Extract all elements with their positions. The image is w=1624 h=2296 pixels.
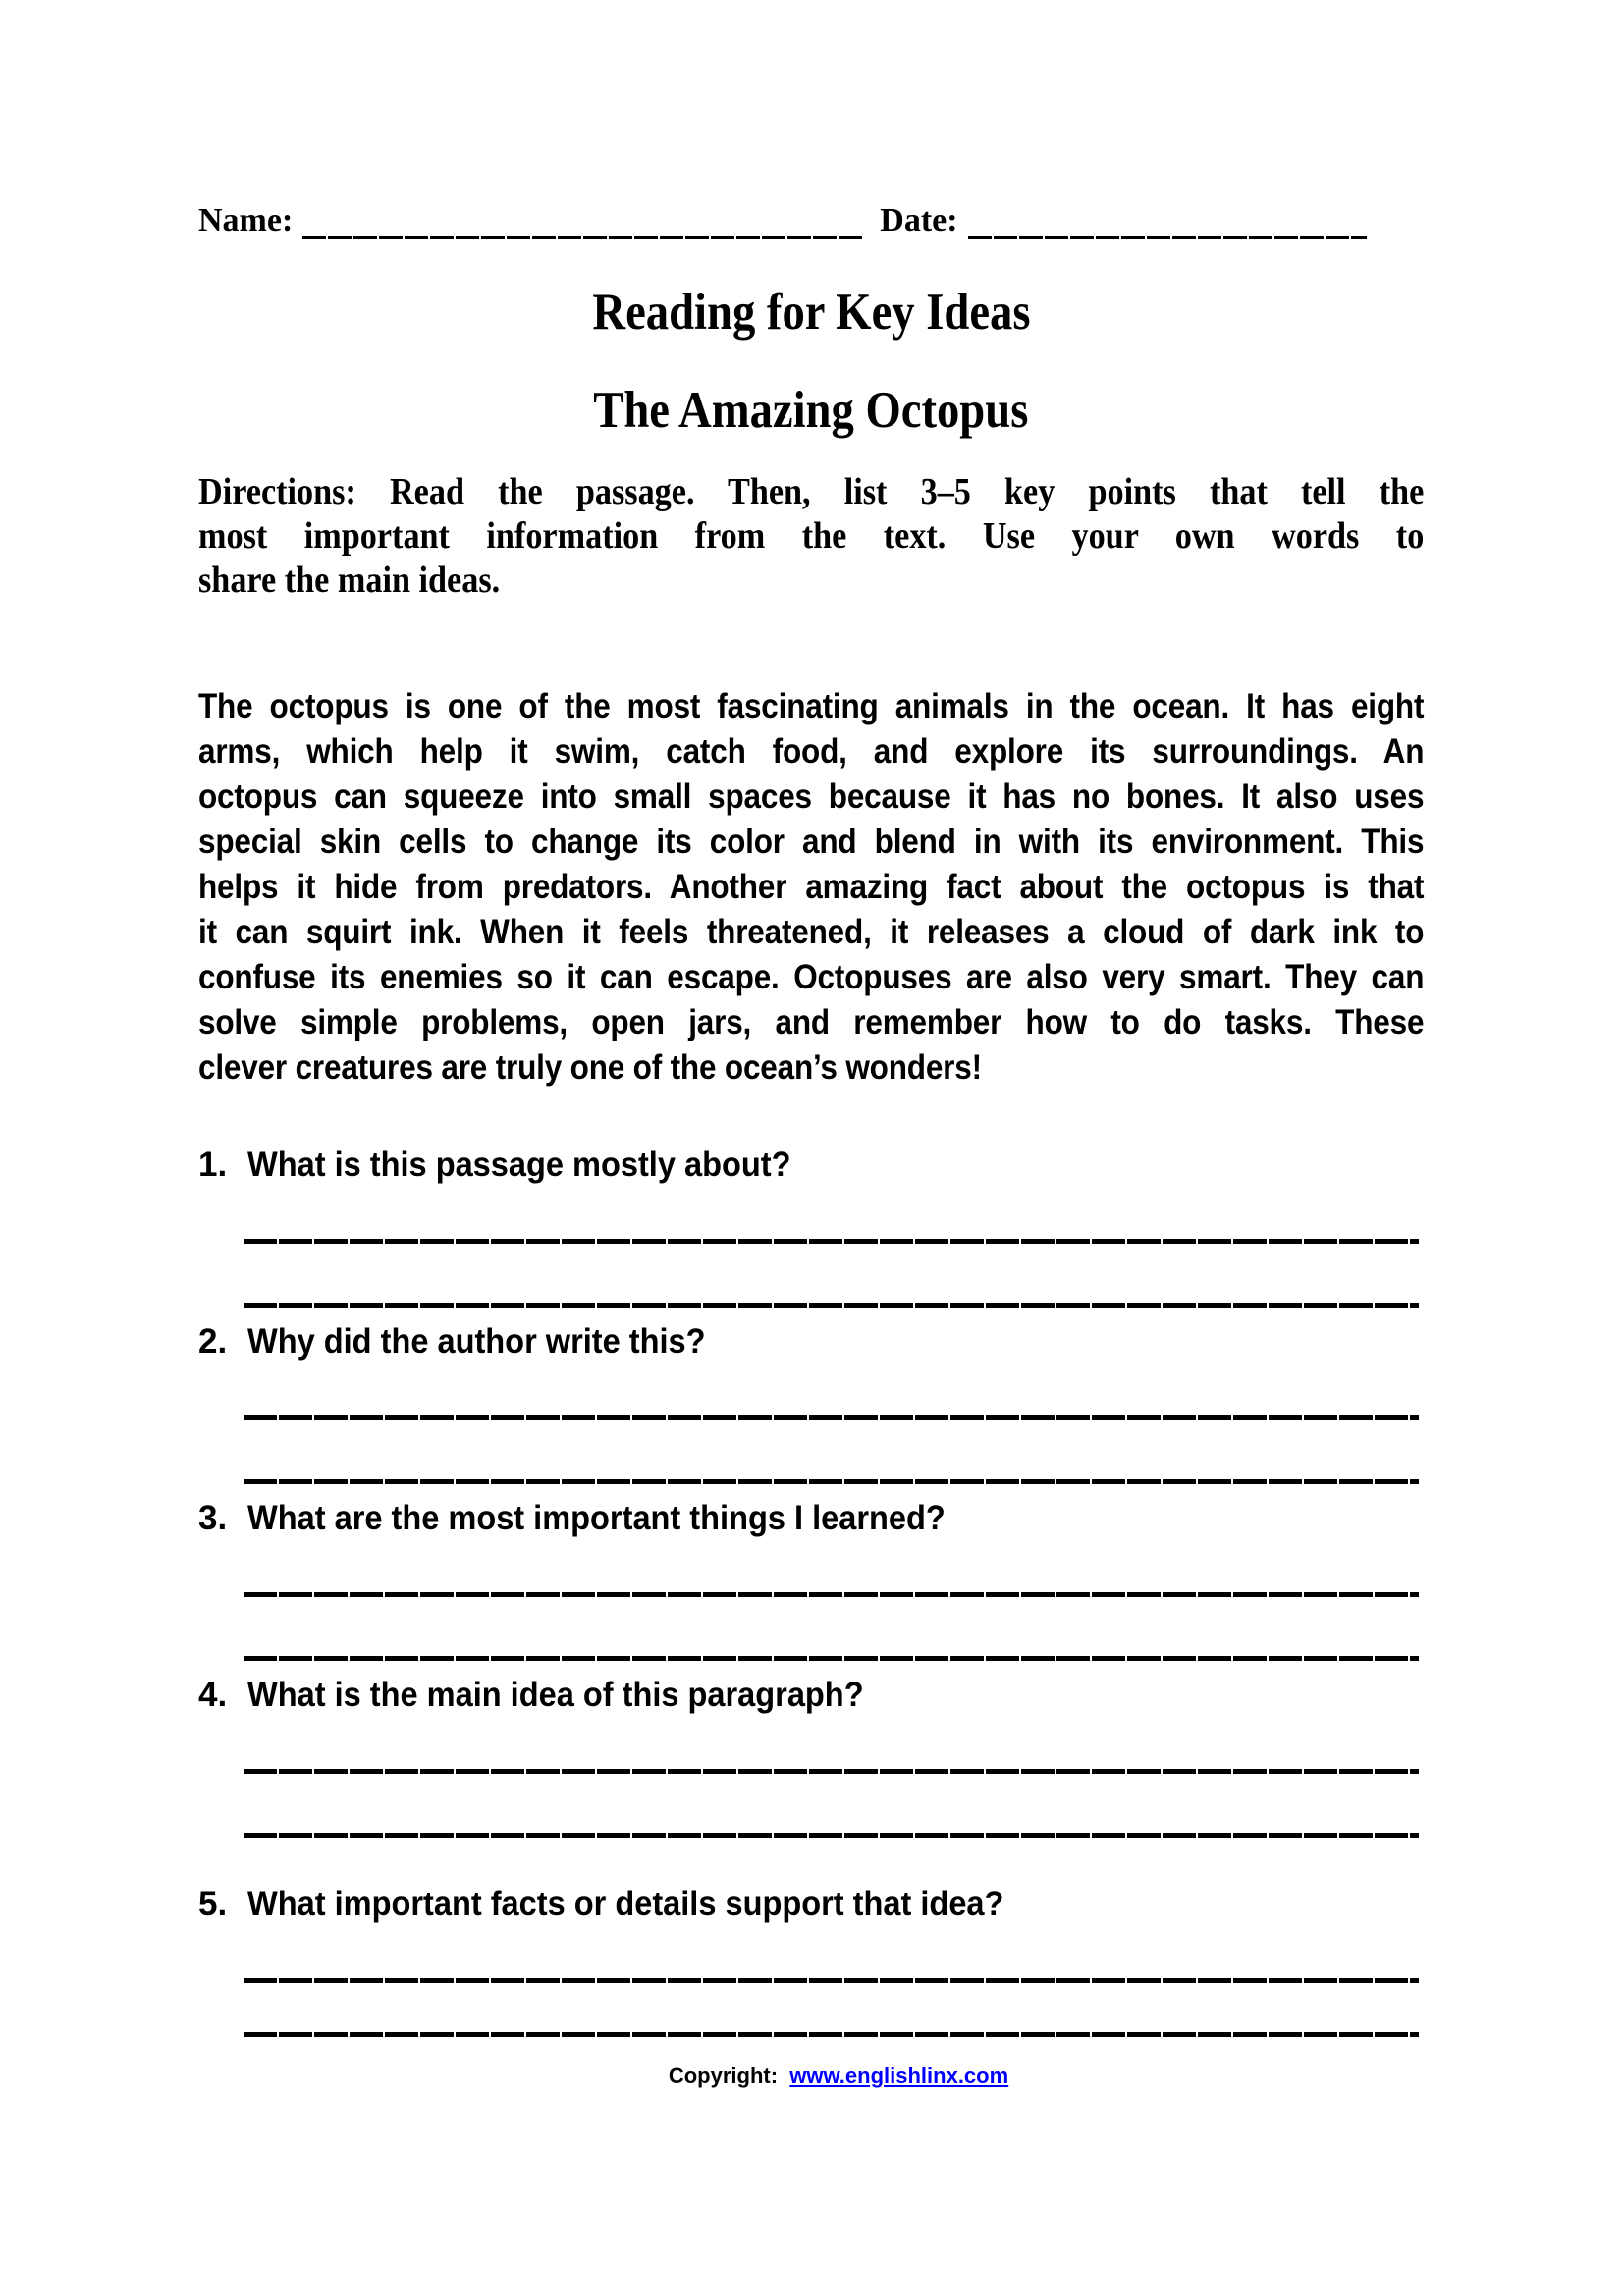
worksheet-subtitle-text: The Amazing Octopus [593,382,1029,439]
text-line: special skin cells to change its color and blend in with its environment. This [198,823,1425,861]
answer-line [244,2032,1419,2037]
question-block [198,1496,1424,1661]
questions-list [198,1143,1424,2049]
text-line: arms, which help it swim, catch food, and explore its surroundings. An [198,732,1425,771]
text-line: solve simple problems, open jars, and remember how to do tasks. These [198,1003,1425,1041]
worksheet-title [198,284,1424,341]
date-label: Date: [880,202,958,239]
question-row [198,1319,1424,1364]
question-number: 4. [198,1676,228,1714]
question-text: What are the most important things I learned? [247,1499,946,1537]
text-line: clever creatures are truly one of the ocean’s wonders! [198,1048,982,1087]
text-line: The octopus is one of the most fascinating animals in the ocean. It has eight [198,687,1425,725]
text-line: helps it hide from predators. Another amazing fact about the octopus is that [198,868,1425,906]
question-block [198,1143,1424,1308]
question-text: What is the main idea of this paragraph? [247,1676,864,1714]
text-line: octopus can squeeze into small spaces because it has no bones. It also uses [198,777,1425,816]
copyright-label: Copyright: [668,2063,779,2088]
question-row [198,1673,1424,1718]
passage-paragraph [198,684,1424,1091]
text-line: share the main ideas. [198,560,501,601]
question-number: 1. [198,1146,228,1184]
answer-line [244,1978,1419,1983]
question-text: What important facts or details support that idea? [247,1885,1004,1923]
question-row [198,1882,1424,1927]
answer-line [244,1239,1419,1244]
answer-line [244,1592,1419,1597]
text-line: most important information from the text. Use your own words to [198,515,1425,557]
question-text: Why did the author write this? [247,1322,706,1361]
copyright-link[interactable]: www.englishlinx.com [789,2063,1009,2088]
answer-line [244,1303,1419,1308]
text-line: it can squirt ink. When it feels threatened, it releases a cloud of dark ink to [198,913,1425,951]
name-label: Name: [198,202,294,239]
question-text: What is this passage mostly about? [247,1146,791,1184]
answer-line [244,1769,1419,1774]
question-row [198,1496,1424,1541]
question-number: 2. [198,1322,228,1361]
answer-line [244,1833,1419,1838]
answer-line [244,1479,1419,1484]
answer-line [244,1415,1419,1420]
question-number: 5. [198,1885,228,1923]
worksheet-subtitle [198,382,1424,439]
question-row [198,1143,1424,1188]
answer-line [244,1656,1419,1661]
text-line: Directions: Read the passage. Then, list 3–5 key points that tell the [198,471,1425,512]
name-date-row [198,201,1367,241]
date-blank-line [968,236,1367,239]
worksheet-title-text: Reading for Key Ideas [591,284,1031,341]
footer [226,2061,1451,2091]
name-blank-line [302,236,862,239]
text-line: confuse its enemies so it can escape. Octopuses are also very smart. They can [198,958,1425,996]
question-number: 3. [198,1499,228,1537]
directions-paragraph [198,470,1424,603]
question-block [198,1673,1424,1838]
question-block [198,1319,1424,1484]
question-block [198,1882,1424,2037]
